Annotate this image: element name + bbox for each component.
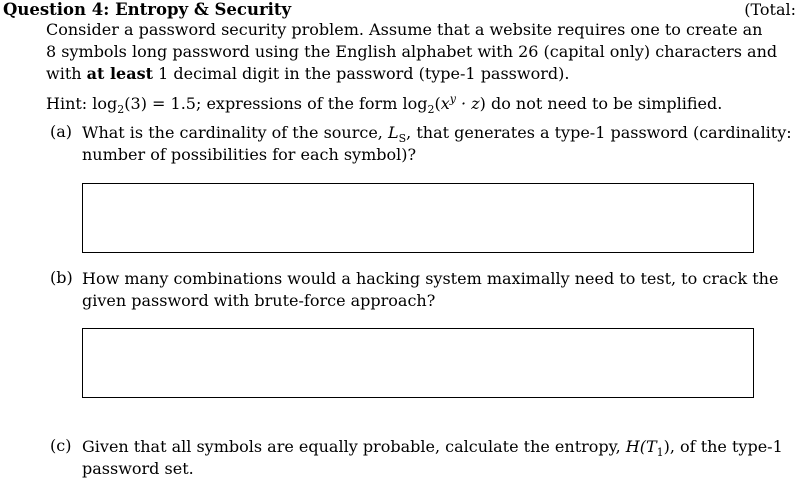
part-c-label: (c) — [50, 436, 72, 455]
hint-prefix: Hint: log — [46, 94, 118, 113]
hint-tail: ) do not need to be simplified. — [479, 94, 723, 113]
part-c-math-H: H — [625, 437, 640, 456]
question-title: Question 4: Entropy & Security — [3, 0, 292, 19]
hint-math-z: · z — [455, 94, 480, 113]
part-a-line-1 — [82, 122, 792, 144]
hint-log-base-1: 2 — [117, 103, 125, 117]
part-a-answer-box[interactable] — [82, 183, 754, 253]
intro-line-3-pre: with — [46, 64, 87, 83]
hint-paren-open: ( — [434, 94, 441, 113]
part-c-math-paren: (T — [639, 437, 657, 456]
intro-emphasis: at least — [86, 64, 153, 83]
part-a-label: (a) — [50, 122, 73, 141]
part-b-label: (b) — [50, 268, 73, 287]
hint-log-base-2: 2 — [427, 103, 435, 117]
part-c-line-1 — [82, 436, 783, 458]
part-a-math-sub: S — [398, 132, 407, 146]
intro-line-3 — [46, 63, 569, 85]
hint-math-x: x — [440, 94, 450, 113]
part-b-answer-box[interactable] — [82, 328, 754, 398]
part-c-pre: Given that all symbols are equally probable, calculate the entropy, — [82, 437, 626, 456]
intro-line-3-post: 1 decimal digit in the password (type-1 password). — [153, 64, 570, 83]
part-a-post: , that generates a type-1 password (cardinality: — [406, 123, 792, 142]
part-c-math-close: ) — [663, 437, 670, 456]
intro-line-2: 8 symbols long password using the English alphabet with 26 (capital only) characters and — [46, 42, 778, 61]
hint-math-y: y — [449, 92, 456, 106]
hint-text — [46, 92, 723, 117]
part-c-post: , of the type-1 — [669, 437, 783, 456]
part-a-pre: What is the cardinality of the source, — [82, 123, 388, 142]
part-b-line-2: given password with brute-force approach? — [82, 291, 436, 310]
part-b-line-1: How many combinations would a hacking system maximally need to test, to crack the — [82, 269, 779, 288]
part-a-line-2: number of possibilities for each symbol)? — [82, 145, 417, 164]
total-points-label: (Total: — [744, 0, 796, 19]
part-a-math-L: L — [387, 123, 399, 142]
intro-line-1: Consider a password security problem. Assume that a website requires one to create an — [46, 20, 763, 39]
part-c-math-sub: 1 — [656, 446, 664, 460]
part-c-line-2: password set. — [82, 459, 194, 478]
hint-mid: (3) = 1.5; expressions of the form log — [124, 94, 428, 113]
